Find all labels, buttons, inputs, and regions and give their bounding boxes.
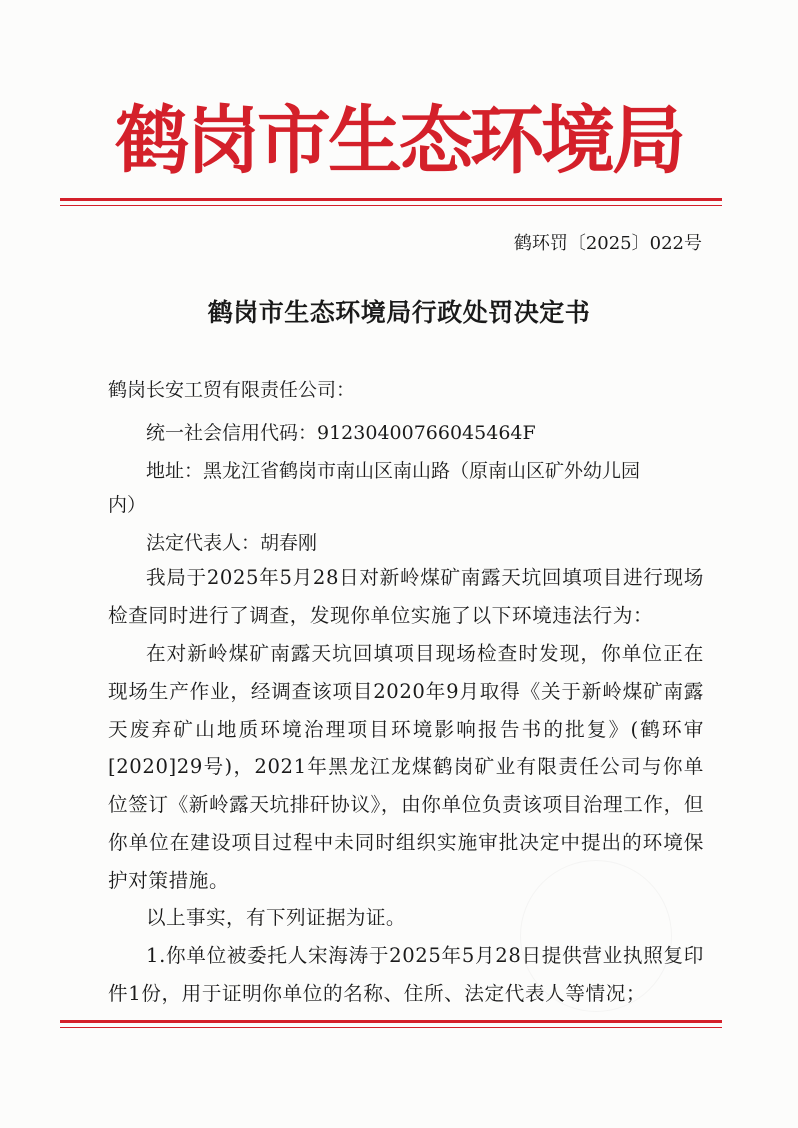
address-line-2: 内） <box>108 494 147 516</box>
letterhead-agency-name: 鹤岗市生态环境局 <box>115 98 683 184</box>
letterhead-red-rule-thin <box>60 205 722 206</box>
paragraph-findings-intro: 我局于2025年5月28日对新岭煤矿南露天坑回填项目进行现场检查同时进行了调查，发现你单位实施了以下环境违法行为： <box>108 566 704 627</box>
letterhead-red-rule-thick <box>60 198 722 201</box>
footer-red-rule-thin <box>60 1027 722 1028</box>
document-title: 鹤岗市生态环境局行政处罚决定书 <box>207 298 591 327</box>
paragraph-violation-details: 在对新岭煤矿南露天坑回填项目现场检查时发现，你单位正在现场生产作业，经调查该项目2020年9月取得《关于新岭煤矿南露天废弃矿山地质环境治理项目环境影响报告书的批复》(鹤环审[2020]29号)，2021年黑龙江龙煤鹤岗矿业有限责任公司与你单位签订《新岭露天坑排矸协议》，由你单位负责该项目治理工作，但你单位在建设项目过程中未同时组织实施审批决定中提出的环境保护对策措施。 <box>108 642 705 892</box>
footer-red-rule-thick <box>60 1020 722 1023</box>
paragraph-evidence-intro: 以上事实，有下列证据为证。 <box>146 906 406 929</box>
paragraph-evidence-1: 1.你单位被委托人宋海涛于2025年5月28日提供营业执照复印件1份，用于证明你单位的名称、住所、法定代表人等情况； <box>108 944 704 1005</box>
recipient-name: 鹤岗长安工贸有限责任公司： <box>108 379 356 401</box>
address-line-1: 地址：黑龙江省鹤岗市南山区南山路（原南山区矿外幼儿园 <box>146 460 641 482</box>
credit-code: 统一社会信用代码：91230400766045464F <box>146 422 536 444</box>
document-number: 鹤环罚〔2025〕022号 <box>513 233 702 254</box>
legal-representative: 法定代表人：胡春刚 <box>146 532 318 554</box>
faint-seal-mark <box>520 860 672 1012</box>
